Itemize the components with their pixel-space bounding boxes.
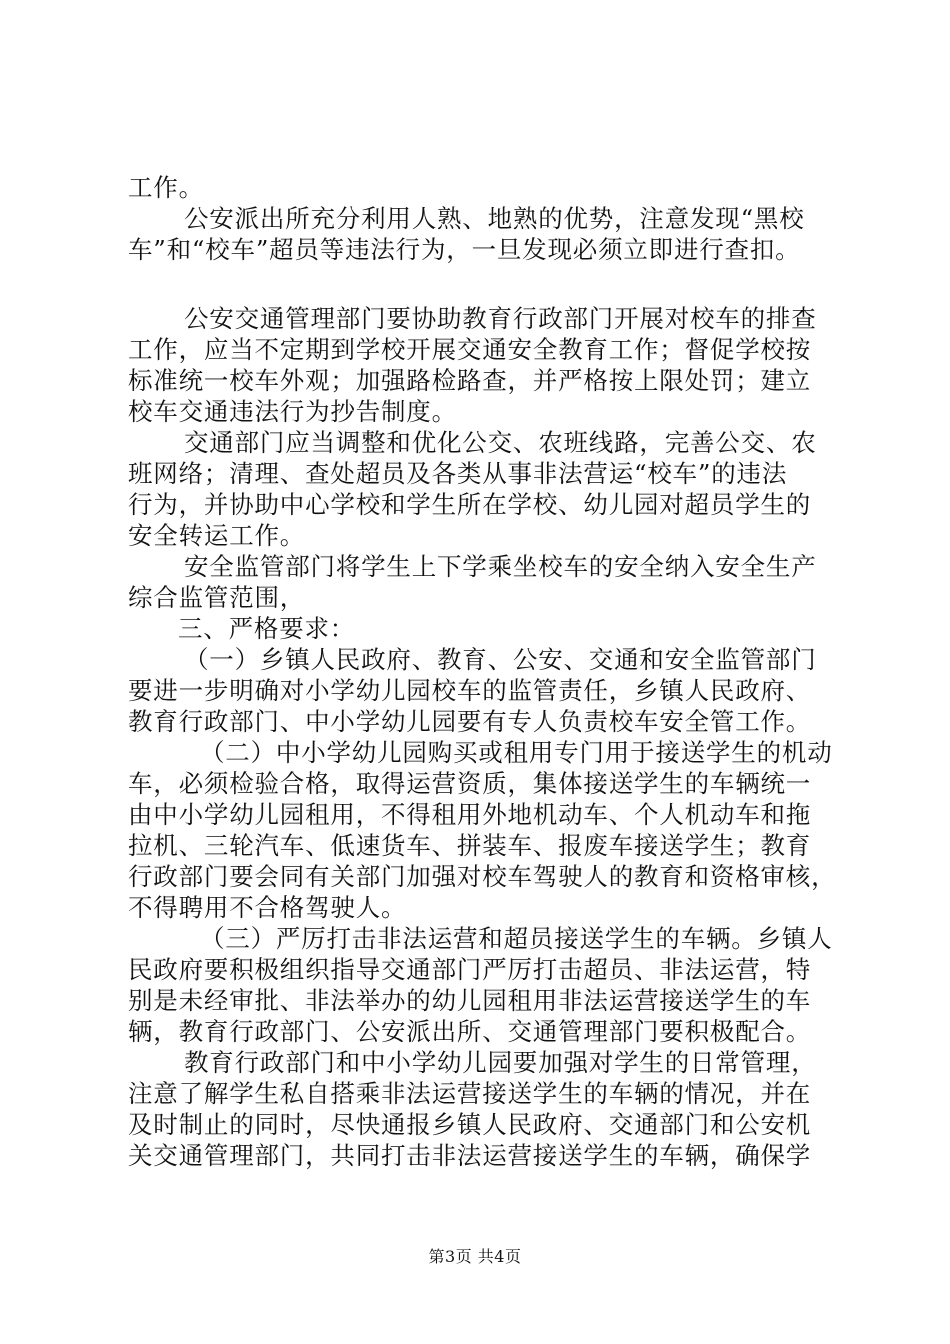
- text-line: 安全转运工作。: [128, 521, 306, 550]
- text-line: 拉机、三轮汽车、低速货车、拼装车、报废车接送学生；教育: [128, 831, 812, 860]
- text-line: （三）严厉打击非法运营和超员接送学生的车辆。乡镇人: [200, 924, 833, 953]
- text-line: 标准统一校车外观；加强路检路查，并严格按上限处罚；建立: [128, 366, 812, 395]
- text-line: 公安交通管理部门要协助教育行政部门开展对校车的排查: [184, 304, 817, 333]
- text-line: 交通部门应当调整和优化公交、农班线路，完善公交、农: [184, 428, 817, 457]
- text-line: 班网络；清理、查处超员及各类从事非法营运“校车”的违法: [128, 459, 788, 488]
- text-line: 教育行政部门、中小学幼儿园要有专人负责校车安全管工作。: [128, 707, 812, 736]
- text-line: 公安派出所充分利用人熟、地熟的优势，注意发现“黑校: [184, 204, 805, 233]
- text-line: （一）乡镇人民政府、教育、公安、交通和安全监管部门: [184, 645, 817, 674]
- text-line: 行政部门要会同有关部门加强对校车驾驶人的教育和资格审核，: [128, 862, 837, 891]
- text-line: 综合监管范围，: [128, 583, 306, 612]
- document-body: [128, 172, 837, 1171]
- text-line: 民政府要积极组织指导交通部门严厉打击超员、非法运营，特: [128, 955, 812, 984]
- text-line: 车”和“校车”超员等违法行为，一旦发现必须立即进行查扣。: [128, 235, 801, 264]
- text-line: 教育行政部门和中小学幼儿园要加强对学生的日常管理，: [184, 1048, 817, 1077]
- text-line: 安全监管部门将学生上下学乘坐校车的安全纳入安全生产: [184, 552, 817, 581]
- text-line: 行为，并协助中心学校和学生所在学校、幼儿园对超员学生的: [128, 490, 812, 519]
- text-line: 注意了解学生私自搭乘非法运营接送学生的车辆的情况，并在: [128, 1079, 812, 1108]
- section-heading: 三、严格要求：: [178, 614, 356, 643]
- text-line: （二）中小学幼儿园购买或租用专门用于接送学生的机动: [200, 738, 833, 767]
- text-line: 工作，应当不定期到学校开展交通安全教育工作；督促学校按: [128, 335, 812, 364]
- text-line: 校车交通违法行为抄告制度。: [128, 397, 457, 426]
- paragraph-gap: [128, 265, 830, 303]
- text-line: 关交通管理部门，共同打击非法运营接送学生的车辆，确保学: [128, 1141, 812, 1170]
- text-line: 别是未经审批、非法举办的幼儿园租用非法运营接送学生的车: [128, 986, 812, 1015]
- text-line: 要进一步明确对小学幼儿园校车的监管责任，乡镇人民政府、: [128, 676, 812, 705]
- text-line: 及时制止的同时，尽快通报乡镇人民政府、交通部门和公安机: [128, 1110, 812, 1139]
- text-line: 不得聘用不合格驾驶人。: [128, 893, 407, 922]
- text-line: 由中小学幼儿园租用，不得租用外地机动车、个人机动车和拖: [128, 800, 812, 829]
- page-number-footer: 第3页 共4页: [428, 1247, 522, 1266]
- text-line: 车，必须检验合格，取得运营资质，集体接送学生的车辆统一: [128, 769, 812, 798]
- text-line: 工作。: [128, 173, 204, 202]
- text-line: 辆，教育行政部门、公安派出所、交通管理部门要积极配合。: [128, 1017, 812, 1046]
